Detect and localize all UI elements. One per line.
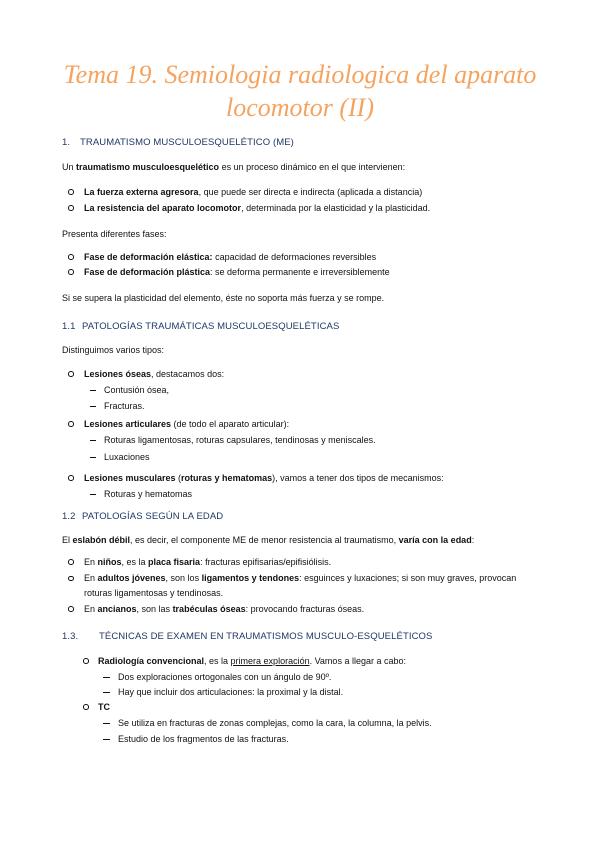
- section-1-1-heading: [62, 321, 339, 333]
- list-item: [68, 368, 224, 380]
- bullet-icon: [68, 251, 84, 263]
- text: Hay que incluir dos articulaciones: la proximal y la distal.: [118, 687, 344, 697]
- bullet-icon: [83, 701, 98, 713]
- list-item: [68, 186, 422, 198]
- text: , es decir, el componente ME de menor resistencia al traumatismo,: [130, 535, 399, 545]
- dash-icon: [90, 451, 104, 463]
- bullet-icon: [68, 472, 84, 484]
- bold-text: niños: [97, 557, 122, 567]
- text: Roturas y hematomas: [104, 489, 193, 499]
- paragraph-intro: [62, 161, 405, 173]
- text: Estudio de los fragmentos de las fracturas.: [118, 734, 289, 744]
- text: , es la: [204, 656, 231, 666]
- list-item: [83, 655, 406, 667]
- dash-icon: [103, 671, 118, 683]
- text: Fracturas.: [104, 401, 145, 411]
- text: (de todo el aparato articular):: [171, 419, 290, 429]
- bold-text: Lesiones óseas: [84, 369, 152, 379]
- text: Un: [62, 162, 77, 172]
- section-title: PATOLOGÍAS TRAUMÁTICAS MUSCULOESQUELÉTICAS: [82, 321, 340, 332]
- bullet-icon: [68, 186, 84, 198]
- dash-icon: [90, 488, 104, 500]
- bold-text: placa fisaria: [148, 557, 201, 567]
- section-number: 1.3.: [62, 631, 79, 642]
- paragraph-types-intro: Distinguimos varios tipos:: [62, 345, 165, 355]
- bold-text: eslabón débil: [72, 535, 131, 545]
- title-line-1: Tema 19. Semiologia radiologica del aparato: [63, 60, 537, 89]
- list-item: [68, 251, 376, 263]
- dash-icon: [90, 384, 104, 396]
- section-title: TÉCNICAS DE EXAMEN EN TRAUMATISMOS MUSCULO-ESQUELÉTICOS: [99, 631, 433, 642]
- bold-text: Lesiones musculares: [84, 473, 176, 483]
- bold-text: ligamentos y tendones: [201, 573, 300, 583]
- bold-text: varía con la edad: [398, 535, 472, 545]
- text: ), vamos a tener dos tipos de mecanismos:: [272, 473, 444, 483]
- text: es un proceso dinámico en el que intervienen:: [219, 162, 406, 172]
- bold-text: adultos jóvenes: [97, 573, 166, 583]
- text: En: [84, 573, 98, 583]
- bold-text: Fase de deformación elástica:: [84, 252, 213, 262]
- text: Luxaciones: [104, 452, 150, 462]
- text: , es la: [121, 557, 149, 567]
- bullet-icon: [68, 603, 84, 615]
- text: : provocando fracturas óseas.: [245, 604, 365, 614]
- text: . Vamos a llegar a cabo:: [309, 656, 406, 666]
- text: :: [471, 535, 475, 545]
- dash-icon: [90, 400, 104, 412]
- text: (: [175, 473, 182, 483]
- text: , destacamos dos:: [151, 369, 225, 379]
- list-item: [68, 202, 430, 214]
- dash-icon: [103, 717, 118, 729]
- text: , que puede ser directa e indirecta (aplicada a distancia): [198, 187, 423, 197]
- bullet-icon: [68, 266, 84, 278]
- bullet-icon: [68, 556, 84, 568]
- sub-list-item: [103, 733, 289, 745]
- text: Roturas ligamentosas, roturas capsulares, tendinosas y meniscales.: [104, 435, 376, 445]
- sub-list-item: [90, 434, 376, 446]
- bullet-icon: [68, 418, 84, 430]
- text: El: [62, 535, 73, 545]
- dash-icon: [103, 733, 118, 745]
- dash-icon: [90, 434, 104, 446]
- list-item: [68, 418, 289, 430]
- text: : se deforma permanente e irreversiblemente: [210, 267, 390, 277]
- text: : esguinces y luxaciones; si son muy graves, provocan: [299, 573, 517, 583]
- paragraph-phases-intro: Presenta diferentes fases:: [62, 229, 167, 239]
- bullet-icon: [68, 368, 84, 380]
- section-1-heading: [62, 137, 294, 149]
- sub-list-item: [103, 671, 331, 683]
- paragraph-conclusion: Si se supera la plasticidad del elemento, éste no soporta más fuerza y se rompe.: [62, 293, 385, 303]
- sub-list-item: [90, 488, 192, 500]
- bold-text: Fase de deformación plástica: [84, 267, 211, 277]
- list-item: [68, 571, 516, 601]
- paragraph-age-intro: [62, 534, 474, 546]
- text: , son las: [136, 604, 173, 614]
- sub-list-item: [90, 384, 169, 396]
- text: roturas ligamentosas y tendinosas.: [84, 588, 224, 598]
- sub-list-item: [90, 400, 145, 412]
- text: Se utiliza en fracturas de zonas complejas, como la cara, la columna, la pelvis.: [118, 718, 432, 728]
- text: , son los: [165, 573, 202, 583]
- text: En: [84, 604, 98, 614]
- bold-text: Radiología convencional: [98, 656, 205, 666]
- list-item: [83, 701, 110, 713]
- section-number: 1.: [62, 137, 71, 148]
- title-line-2: locomotor (II): [225, 93, 374, 122]
- bold-text: roturas y hematomas: [181, 473, 273, 483]
- list-item: [68, 603, 364, 615]
- text: , determinada por la elasticidad y la plasticidad.: [241, 203, 431, 213]
- text: Dos exploraciones ortogonales con un ángulo de 90º.: [118, 672, 332, 682]
- underlined-text: primera exploración: [230, 656, 310, 666]
- section-number: 1.2: [62, 511, 76, 522]
- bold-text: Lesiones articulares: [84, 419, 172, 429]
- section-title: TRAUMATISMO MUSCULOESQUELÉTICO (ME): [80, 137, 294, 148]
- text: Contusión ósea,: [104, 385, 170, 395]
- bold-text: TC: [98, 702, 110, 712]
- bullet-icon: [68, 202, 84, 214]
- bullet-icon: [68, 571, 84, 586]
- list-item: [68, 472, 444, 484]
- text: : fracturas epifisarias/epifisiólisis.: [200, 557, 332, 567]
- section-1-3-heading: [62, 631, 432, 643]
- bold-text: traumatismo musculoesquelético: [76, 162, 220, 172]
- section-number: 1.1: [62, 321, 76, 332]
- list-item: [68, 556, 331, 568]
- bold-text: ancianos: [97, 604, 137, 614]
- list-item: [68, 266, 390, 278]
- text: capacidad de deformaciones reversibles: [212, 252, 377, 262]
- dash-icon: [103, 686, 118, 698]
- sub-list-item: [90, 451, 150, 463]
- bold-text: La resistencia del aparato locomotor: [84, 203, 242, 213]
- text: En: [84, 557, 98, 567]
- sub-list-item: [103, 717, 432, 729]
- sub-list-item: [103, 686, 343, 698]
- section-1-2-heading: [62, 511, 223, 523]
- section-title: PATOLOGÍAS SEGÚN LA EDAD: [82, 511, 224, 522]
- bullet-icon: [83, 655, 98, 667]
- bold-text: La fuerza externa agresora: [84, 187, 199, 197]
- bold-text: trabéculas óseas: [172, 604, 246, 614]
